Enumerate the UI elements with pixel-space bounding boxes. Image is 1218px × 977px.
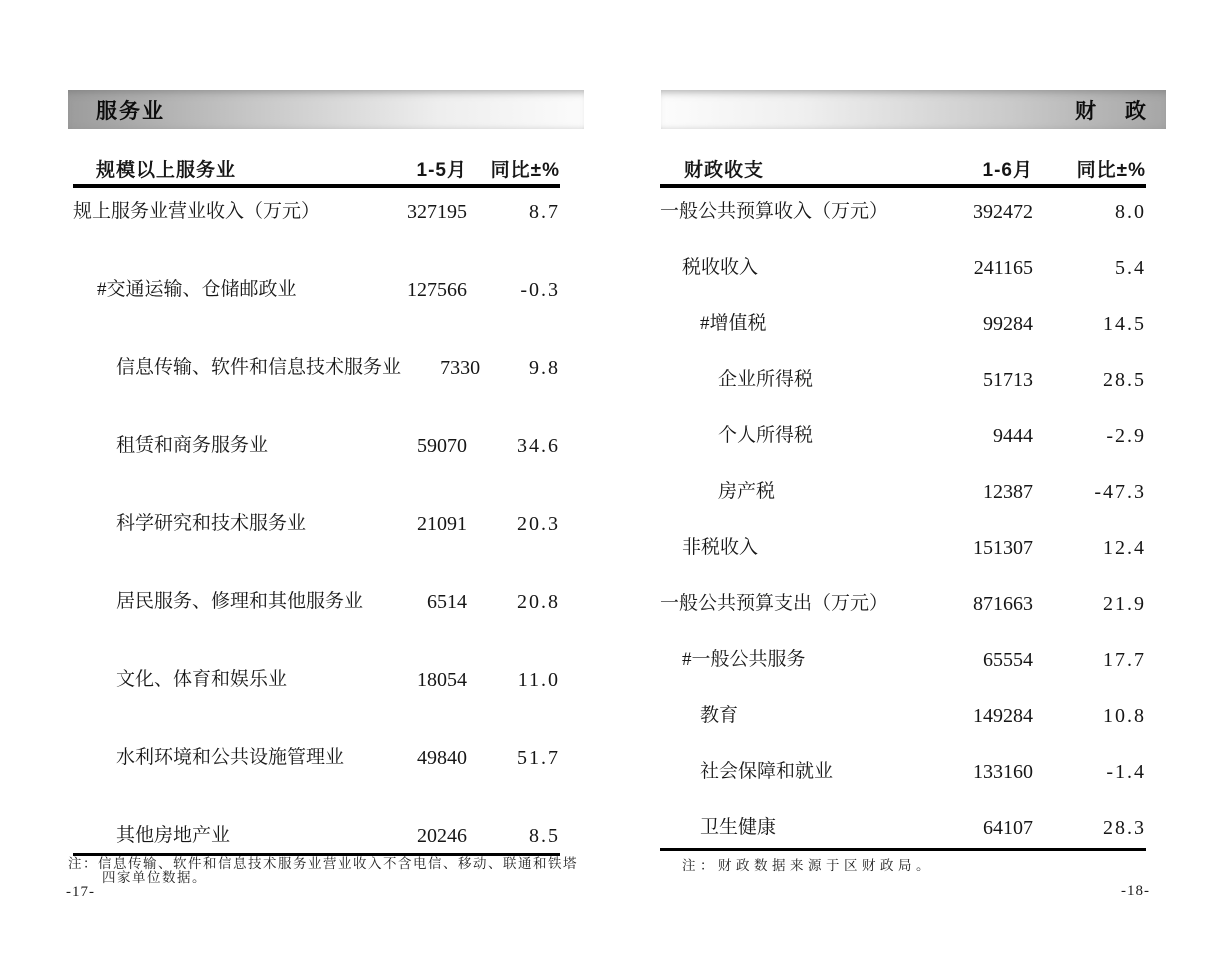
finance-table-body — [660, 188, 1146, 851]
row-value: 59070 — [417, 435, 467, 457]
table-row — [73, 734, 560, 812]
finance-yoy-header: 同比±% — [1076, 160, 1146, 181]
finance-period-header: 1-6月 — [982, 160, 1033, 181]
table-row — [660, 580, 1146, 636]
row-yoy: -47.3 — [1094, 481, 1146, 503]
table-row — [73, 422, 560, 500]
finance-table-title: 财政收支 — [684, 160, 765, 181]
row-yoy: 28.3 — [1103, 817, 1146, 839]
row-value: 64107 — [983, 817, 1033, 839]
row-yoy: 20.3 — [517, 513, 560, 535]
row-value: 99284 — [983, 313, 1033, 335]
row-yoy: 5.4 — [1115, 257, 1146, 279]
table-row — [660, 468, 1146, 524]
row-value: 241165 — [973, 257, 1033, 279]
table-row — [660, 748, 1146, 804]
section-banner-services — [68, 90, 584, 129]
table-row — [660, 244, 1146, 300]
row-label: 规上服务业营业收入（万元） — [73, 201, 321, 222]
table-row — [73, 266, 560, 344]
services-table-body — [73, 188, 560, 856]
row-label: 其他房地产业 — [116, 825, 231, 846]
row-value: 20246 — [417, 825, 467, 847]
finance-table-header — [660, 158, 1146, 188]
row-value: 18054 — [417, 669, 467, 691]
row-yoy: 9.8 — [529, 357, 560, 379]
row-label: 科学研究和技术服务业 — [116, 513, 307, 534]
section-banner-services-label: 服务业 — [96, 99, 165, 123]
row-value: 7330 — [440, 357, 481, 379]
table-row — [73, 656, 560, 734]
row-value: 127566 — [407, 279, 467, 301]
table-row — [660, 300, 1146, 356]
table-row — [660, 636, 1146, 692]
table-row — [660, 692, 1146, 748]
row-value: 149284 — [973, 705, 1033, 727]
row-yoy: 34.6 — [517, 435, 560, 457]
finance-footnote: 注：财政数据来源于区财政局。 — [682, 858, 934, 873]
row-yoy: 11.0 — [517, 669, 560, 691]
row-label: 租赁和商务服务业 — [116, 435, 269, 456]
row-value: 871663 — [973, 593, 1033, 615]
row-label: 文化、体育和娱乐业 — [116, 669, 288, 690]
services-table-header — [73, 158, 560, 188]
row-label: 卫生健康 — [700, 817, 777, 838]
row-value: 65554 — [983, 649, 1033, 671]
table-row — [660, 524, 1146, 580]
row-label: 房产税 — [718, 481, 776, 502]
row-yoy: 12.4 — [1103, 537, 1146, 559]
row-yoy: 21.9 — [1103, 593, 1146, 615]
table-row — [73, 188, 560, 266]
row-value: 51713 — [983, 369, 1033, 391]
row-label: #增值税 — [700, 313, 767, 334]
page-number-right: -18- — [1121, 883, 1150, 899]
row-value: 49840 — [417, 747, 467, 769]
row-label: 一般公共预算收入（万元） — [660, 201, 889, 222]
table-row — [660, 412, 1146, 468]
row-yoy: 17.7 — [1103, 649, 1146, 671]
row-value: 327195 — [407, 201, 467, 223]
row-label: 一般公共预算支出（万元） — [660, 593, 889, 614]
services-table — [73, 158, 560, 856]
services-period-header: 1-5月 — [416, 160, 467, 181]
row-yoy: -1.4 — [1106, 761, 1146, 783]
row-label: 个人所得税 — [718, 425, 814, 446]
services-yoy-header: 同比±% — [490, 160, 560, 181]
row-label: 水利环境和公共设施管理业 — [116, 747, 345, 768]
row-label: 非税收入 — [682, 537, 759, 558]
row-yoy: 8.5 — [529, 825, 560, 847]
row-yoy: 51.7 — [517, 747, 560, 769]
row-value: 6514 — [427, 591, 467, 613]
row-label: 企业所得税 — [718, 369, 814, 390]
row-label: 居民服务、修理和其他服务业 — [116, 591, 364, 612]
row-yoy: 8.7 — [529, 201, 560, 223]
row-yoy: 8.0 — [1115, 201, 1146, 223]
row-yoy: 10.8 — [1103, 705, 1146, 727]
row-yoy: -0.3 — [520, 279, 560, 301]
row-value: 151307 — [973, 537, 1033, 559]
row-label: 教育 — [700, 705, 739, 726]
row-yoy: -2.9 — [1106, 425, 1146, 447]
row-label: 信息传输、软件和信息技术服务业 — [116, 357, 402, 378]
table-row — [73, 344, 560, 422]
row-value: 392472 — [973, 201, 1033, 223]
row-label: #一般公共服务 — [682, 649, 806, 670]
table-row — [73, 812, 560, 853]
services-footnote: 注：信息传输、软件和信息技术服务业营业收入不含电信、移动、联通和铁塔四家单位数据。 — [68, 856, 578, 885]
table-row — [73, 578, 560, 656]
row-yoy: 14.5 — [1103, 313, 1146, 335]
table-row — [660, 804, 1146, 848]
finance-table — [660, 158, 1146, 851]
page-number-left: -17- — [66, 884, 95, 900]
services-table-title: 规模以上服务业 — [96, 160, 237, 181]
table-row — [73, 500, 560, 578]
table-row — [660, 356, 1146, 412]
row-value: 9444 — [993, 425, 1033, 447]
row-label: #交通运输、仓储邮政业 — [97, 279, 297, 300]
table-row — [660, 188, 1146, 244]
row-value: 133160 — [973, 761, 1033, 783]
row-yoy: 20.8 — [517, 591, 560, 613]
row-value: 12387 — [983, 481, 1033, 503]
row-label: 税收收入 — [682, 257, 759, 278]
section-banner-finance-label: 财 政 — [1075, 99, 1150, 123]
row-yoy: 28.5 — [1103, 369, 1146, 391]
section-banner-finance — [661, 90, 1166, 129]
row-label: 社会保障和就业 — [700, 761, 834, 782]
row-value: 21091 — [417, 513, 467, 535]
